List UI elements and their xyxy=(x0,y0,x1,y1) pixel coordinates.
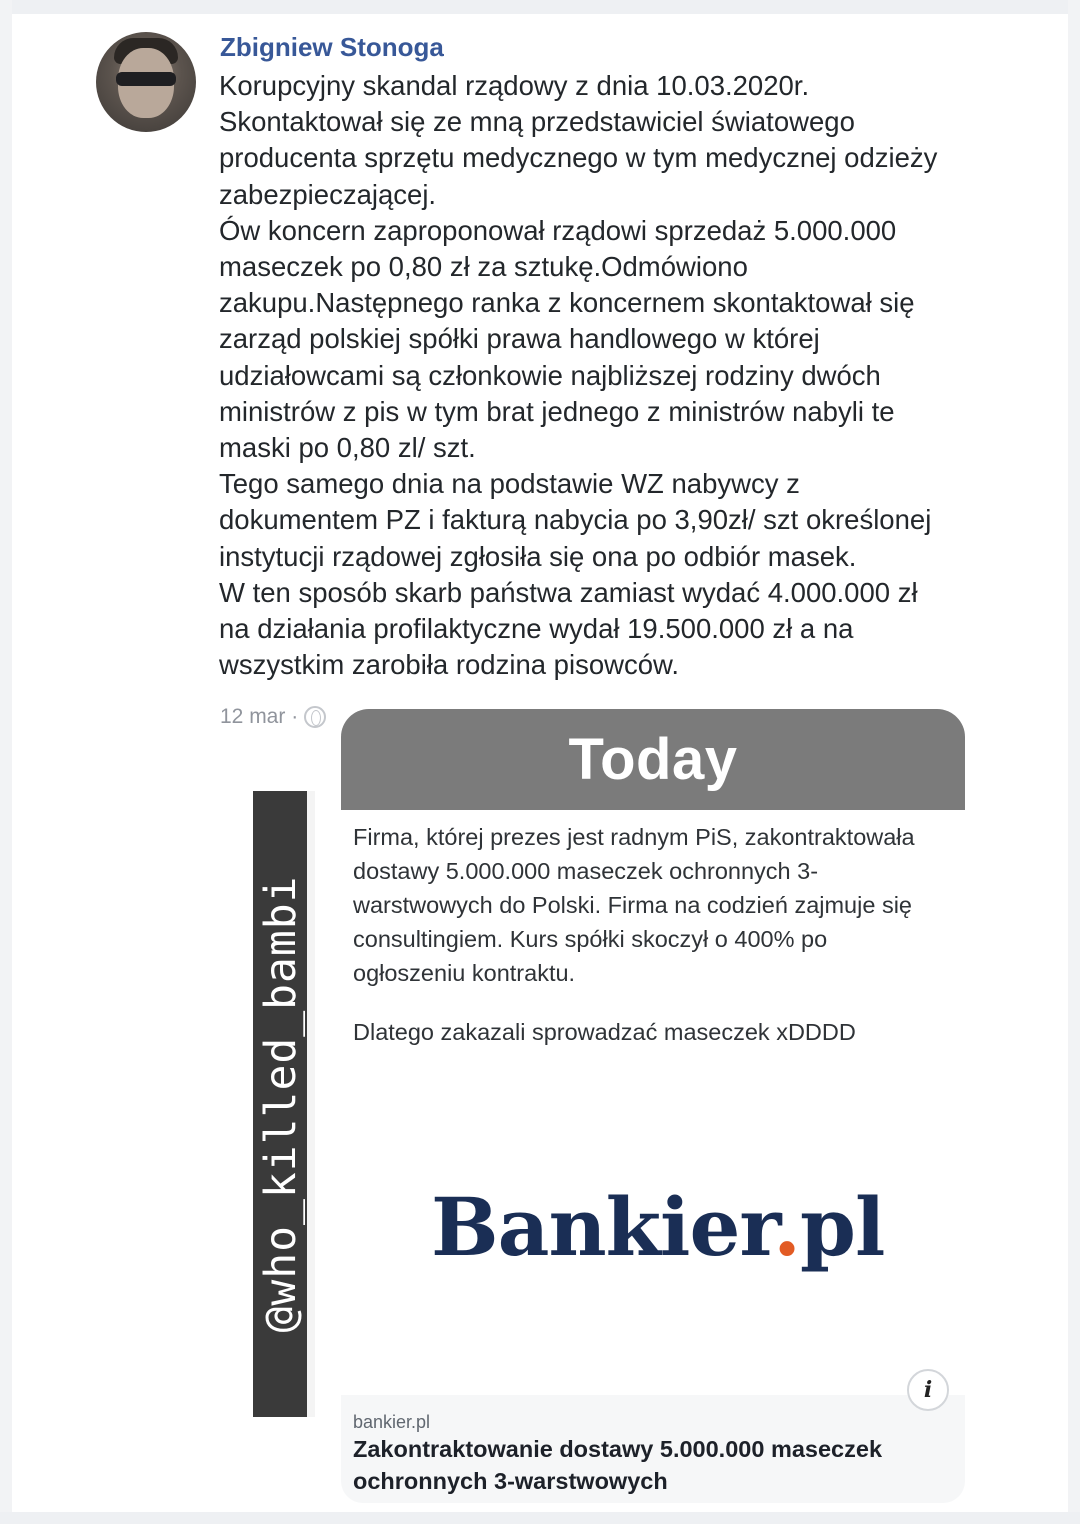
card-header xyxy=(341,709,965,810)
card-image[interactable] xyxy=(341,810,965,1395)
screen-border-right xyxy=(1068,0,1080,1524)
link-domain: bankier.pl xyxy=(353,1412,431,1432)
shared-link-card[interactable] xyxy=(341,709,965,1503)
post-text: Korupcyjny skandal rządowy z dnia 10.03.2020r. Skontaktował się ze mną przedstawiciel światowego producenta sprzętu medycznego w tym medycznej odzieży zabezpieczającej. Ów koncern zaproponował rządowi sprzedaż 5.000.000 maseczek po 0,80 zł za sztukę.Odmówiono zakupu.Następnego ranka z koncernem skontaktował się zarząd polskiej spółki prawa handlowego w której udziałowcami są członkowie najbliższej rodziny dwóch ministrów z pis w tym brat jednego z ministrów nabyli te maski po 0,80 zl/ szt. Tego samego dnia na podstawie WZ nabywcy z dokumentem PZ i fakturą nabycia po 3,90zł/ szt określonej instytucji rządowej zgłosiła się ona po odbiór masek. W ten sposób skarb państwa zamiast wydać 4.000.000 zł na działania profilaktyczne wydał 19.500.000 zł a na wszystkim zarobiła rodzina pisowców. xyxy=(219,70,938,681)
globe-icon[interactable] xyxy=(304,706,326,728)
screen-border-bottom xyxy=(0,1512,1080,1524)
screen-border-left xyxy=(0,0,12,1524)
card-body-text: Firma, której prezes jest radnym PiS, zakontraktowała dostawy 5.000.000 maseczek ochronnych 3-warstwowych do Polski. Firma na codzień zajmuje się consultingiem. Kurs spółki skoczył o 400% po ogłoszeniu kontraktu. xyxy=(353,824,915,986)
bankier-logo xyxy=(431,1180,884,1274)
post-meta xyxy=(220,705,326,729)
logo-main: Bankier xyxy=(431,1180,774,1274)
link-title[interactable]: Zakontraktowanie dostawy 5.000.000 maseczek ochronnych 3-warstwowych xyxy=(353,1436,883,1494)
info-icon[interactable]: i xyxy=(907,1369,949,1411)
card-comment-text: Dlatego zakazali sprowadzać maseczek xDDDD xyxy=(353,1019,856,1045)
logo-dot: . xyxy=(773,1180,800,1274)
screen-border-top xyxy=(0,0,1080,14)
logo-tld: pl xyxy=(800,1180,885,1274)
post-date[interactable]: 12 mar · xyxy=(220,705,299,728)
watermark-stripe xyxy=(307,791,315,1417)
avatar-glasses xyxy=(116,72,176,86)
card-title: Today xyxy=(568,727,738,792)
watermark-text: @who_killed_bambi xyxy=(256,875,306,1333)
author-avatar[interactable] xyxy=(96,32,196,132)
watermark-banner xyxy=(253,791,309,1417)
author-name[interactable]: Zbigniew Stonoga xyxy=(220,32,444,62)
